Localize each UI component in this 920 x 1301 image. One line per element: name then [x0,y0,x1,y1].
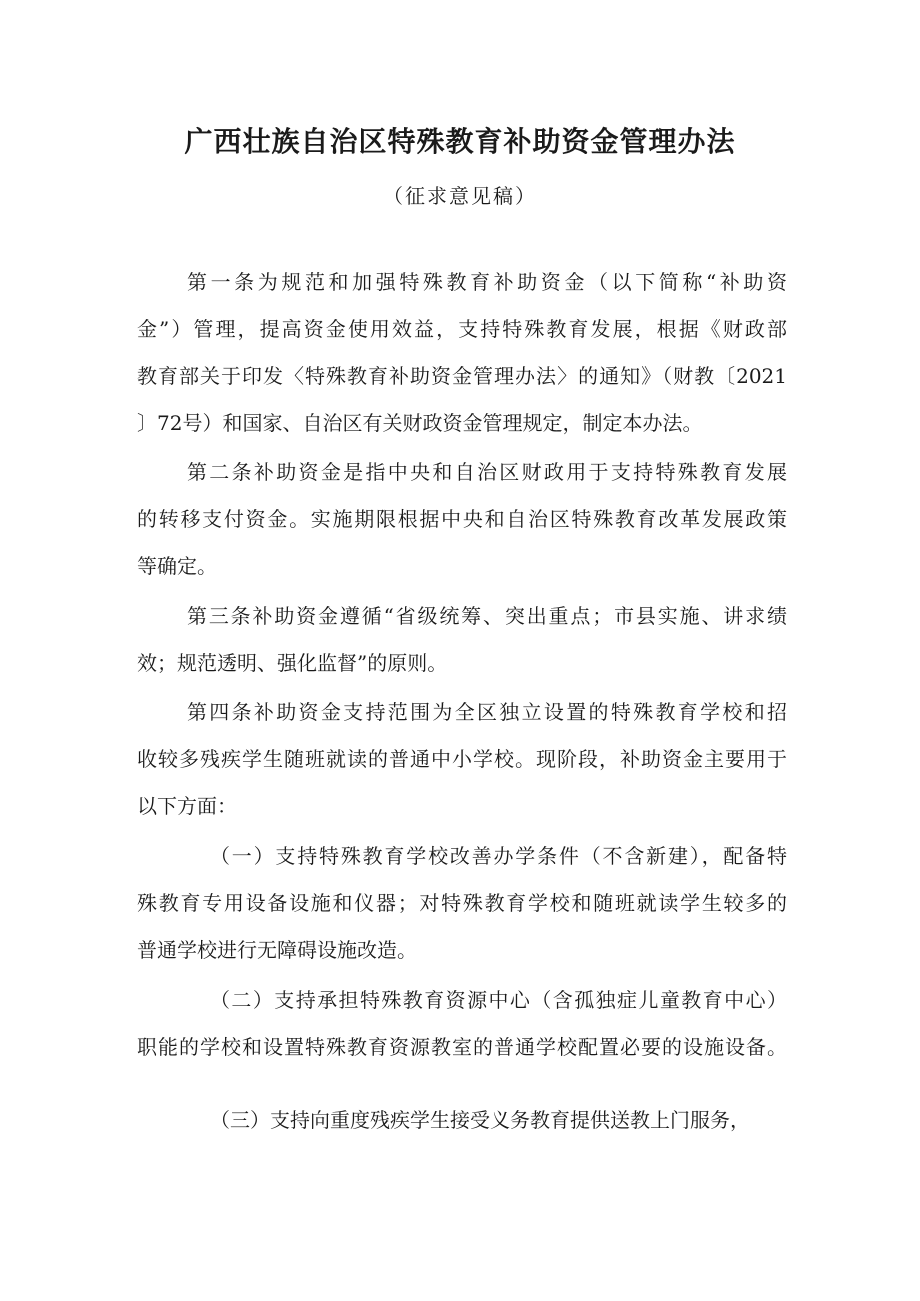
paragraph-line: 第一条为规范和加强特殊教育补助资金（以下简称“补助资 [187,270,787,294]
paragraph-line: （三）支持向重度残疾学生接受义务教育提供送教上门服务， [210,1108,750,1132]
paragraph-line: 的转移支付资金。实施期限根据中央和自治区特殊教育改革发展政策 [137,507,787,531]
paragraph-line: 〕72号）和国家、自治区有关财政资金管理规定，制定本办法。 [137,411,703,435]
paragraph-line: 教育部关于印发〈特殊教育补助资金管理办法〉的通知》（财教〔2021 [137,364,787,388]
paragraph-line: 金”）管理，提高资金使用效益，支持特殊教育发展，根据《财政部 [137,317,787,341]
document-subtitle: （征求意见稿） [383,184,537,208]
paragraph-line: 普通学校进行无障碍设施改造。 [137,938,417,962]
paragraph-line: （二）支持承担特殊教育资源中心（含孤独症儿童教育中心） [210,988,787,1012]
paragraph-line: 第三条补助资金遵循“省级统筹、突出重点；市县实施、讲求绩 [187,604,787,628]
paragraph-line: 效；规范透明、强化监督”的原则。 [137,651,448,675]
document-title: 广西壮族自治区特殊教育补助资金管理办法 [184,125,736,158]
paragraph-line: 第四条补助资金支持范围为全区独立设置的特殊教育学校和招 [187,700,787,724]
paragraph-line: 第二条补助资金是指中央和自治区财政用于支持特殊教育发展 [187,460,787,484]
paragraph-line: （一）支持特殊教育学校改善办学条件（不含新建），配备特 [210,844,787,868]
paragraph-line: 收较多残疾学生随班就读的普通中小学校。现阶段，补助资金主要用于 [137,747,787,771]
paragraph-line: 职能的学校和设置特殊教育资源教室的普通学校配置必要的设施设备。 [137,1035,787,1059]
paragraph-line: 等确定。 [137,554,217,578]
paragraph-line: 殊教育专用设备设施和仪器；对特殊教育学校和随班就读学生较多的 [137,891,787,915]
paragraph-line: 以下方面： [137,794,237,818]
